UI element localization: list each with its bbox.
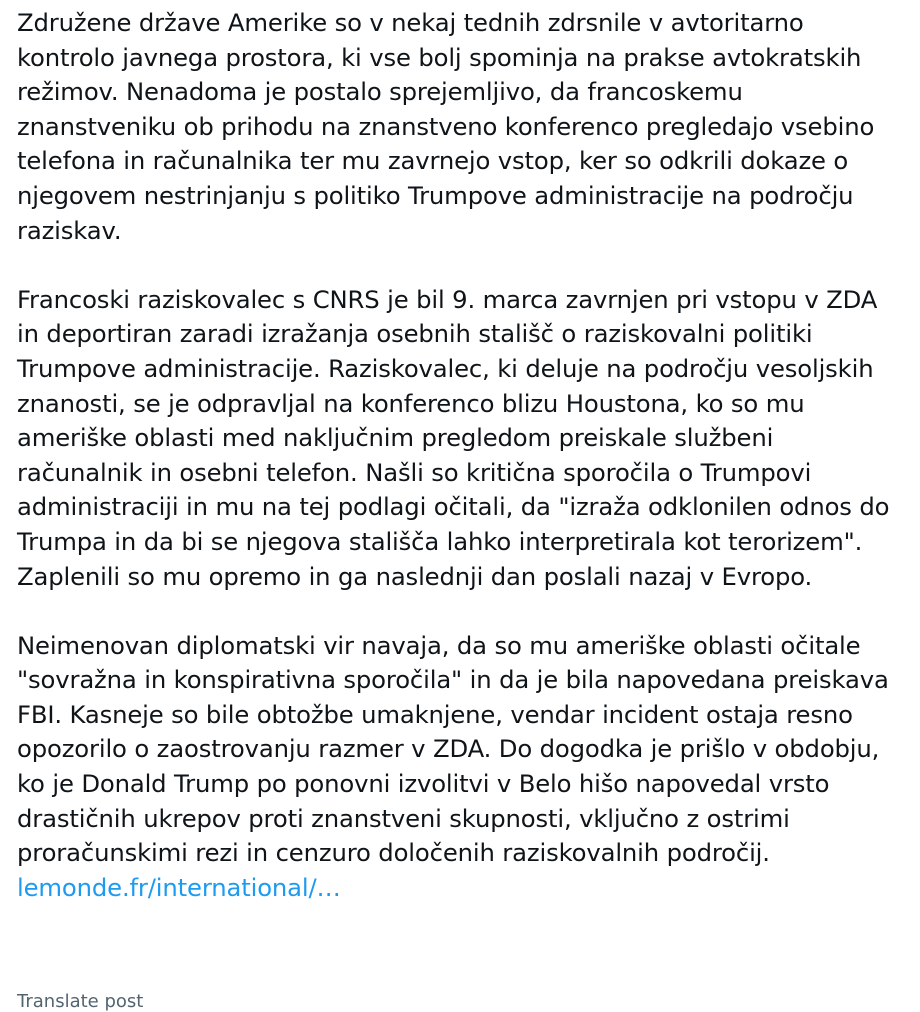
tweet-paragraph-2: Francoski raziskovalec s CNRS je bil 9. marca zavrnjen pri vstopu v ZDA in deportiran zaradi izražanja osebnih stališč o raziskovalni politiki Trumpove administracije. Raziskovalec, ki deluje na področju vesoljskih znanosti, se je odpravljal na konferenco blizu Houstona, ko so mu ameriške oblasti med naključnim pregledom preiskale službeni računalnik in osebni telefon. Našli so kritična sporočila o Trumpovi administraciji in mu na tej podlagi očitali, da "izraža odklonilen odnos do Trumpa in da bi se njegova stališča lahko interpretirala kot terorizem". Zaplenili so mu opremo in ga naslednji dan poslali nazaj v Evropo. (17, 284, 890, 591)
tweet-paragraph-1: Združene države Amerike so v nekaj tednih zdrsnile v avtoritarno kontrolo javnega prostora, ki vse bolj spominja na prakse avtokratskih režimov. Nenadoma je postalo sprejemljivo, da francoskemu znanstveniku ob prihodu na znanstveno konferenco pregledajo vsebino telefona in računalnika ter mu zavrnejo vstop, ker so odkrili dokaze o njegovem nestrinjanju s politiko Trumpove administracije na področju raziskav. (17, 8, 875, 245)
tweet-text (17, 6, 907, 905)
translate-post-link[interactable]: Translate post (17, 991, 144, 1012)
article-link[interactable]: lemonde.fr/international/… (17, 872, 341, 902)
tweet-paragraph-3: Neimenovan diplomatski vir navaja, da so mu ameriške oblasti očitale "sovražna in konspirativna sporočila" in da je bila napovedana preiskava FBI. Kasneje so bile obtožbe umaknjene, vendar incident ostaja resno opozorilo o zaostrovanju razmer v ZDA. Do dogodka je prišlo v obdobju, ko je Donald Trump po ponovni izvolitvi v Belo hišo napovedal vrsto drastičnih ukrepov proti znanstveni skupnosti, vključno z ostrimi proračunskimi rezi in cenzuro določenih raziskovalnih področij. (17, 630, 889, 868)
